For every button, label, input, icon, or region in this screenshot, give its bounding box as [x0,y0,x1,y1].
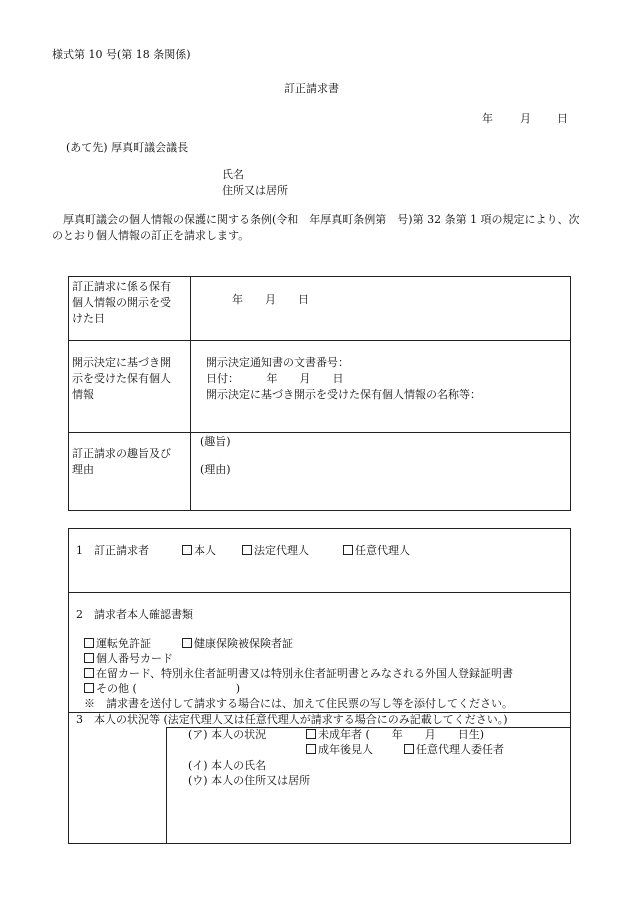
requester-option-legal-agent[interactable]: 法定代理人 [242,544,309,558]
section3-heading: 3 本人の状況等 (法定代理人又は任意代理人が請求する場合にのみ記載してください。) [76,713,508,726]
checkbox-icon[interactable] [306,744,316,754]
checkbox-icon[interactable] [84,653,94,663]
applicant-name-label: 氏名 [222,168,244,181]
date-day: 日 [557,112,568,125]
person-name-label: (イ) 本人の氏名 [188,759,267,772]
checkbox-icon[interactable] [306,729,316,739]
date-month: 月 [520,112,531,125]
id-option-other[interactable]: その他 ( ) [84,682,240,696]
id-option-residence-card[interactable]: 在留カード、特別永住者証明書又は特別永住者証明書とみなされる外国人登録証明書 [84,667,513,681]
status-option-principal[interactable]: 任意代理人委任者 [404,743,504,757]
date-year: 年 [482,112,493,125]
checkbox-icon[interactable] [404,744,414,754]
checkbox-icon[interactable] [343,545,353,555]
id-option-health-insurance[interactable]: 健康保険被保険者証 [182,637,293,651]
disclosed-info-field[interactable]: 開示決定通知書の文書番号： 日付： 年 月 日 開示決定に基づき開示を受けた保有個人情報の名称等： [206,356,481,401]
applicant-address-label: 住所又は居所 [222,184,288,197]
page-title: 訂正請求書 [284,82,339,95]
status-option-minor[interactable]: 未成年者 ( 年 月 日生) [306,728,484,742]
checkbox-icon[interactable] [84,638,94,648]
disclosure-date-field[interactable]: 年 月 日 [232,293,309,306]
id-option-my-number-card[interactable]: 個人番号カード [84,652,173,666]
correction-reason-field[interactable]: (理由) [200,463,231,476]
person-status-label: (ア) 本人の状況 [188,728,267,741]
checkbox-icon[interactable] [182,545,192,555]
form-number: 様式第 10 号(第 18 条関係) [52,48,191,61]
addressee: (あて先) 厚真町議会議長 [66,141,189,154]
disclosure-date-label: 訂正請求に係る保有 個人情報の開示を受 けた日 [72,280,171,325]
section2-note: ※ 請求書を送付して請求する場合には、加えて住民票の写し等を添付してください。 [84,697,513,710]
section2-heading: 2 請求者本人確認書類 [76,608,193,621]
correction-reason-label: 訂正請求の趣旨及び 理由 [72,447,171,476]
correction-purpose-field[interactable]: (趣旨) [200,435,231,448]
requester-option-voluntary-agent[interactable]: 任意代理人 [343,544,410,558]
checkbox-icon[interactable] [84,683,94,693]
requester-option-self[interactable]: 本人 [182,544,216,558]
id-option-drivers-license[interactable]: 運転免許証 [84,637,151,651]
checkbox-icon[interactable] [242,545,252,555]
section1-heading: 1 訂正請求者 [76,544,149,557]
intro-paragraph: 厚真町議会の個人情報の保護に関する条例(令和 年厚真町条例第 号)第 32 条第 1 項の規定により、次のとおり個人情報の訂正を請求します。 [52,213,580,242]
disclosed-info-label: 開示決定に基づき開 示を受けた保有個人 情報 [72,356,171,401]
checkbox-icon[interactable] [182,638,192,648]
checkbox-icon[interactable] [84,668,94,678]
person-address-label: (ウ) 本人の住所又は居所 [188,774,311,787]
status-option-adult-guardian[interactable]: 成年後見人 [306,743,373,757]
